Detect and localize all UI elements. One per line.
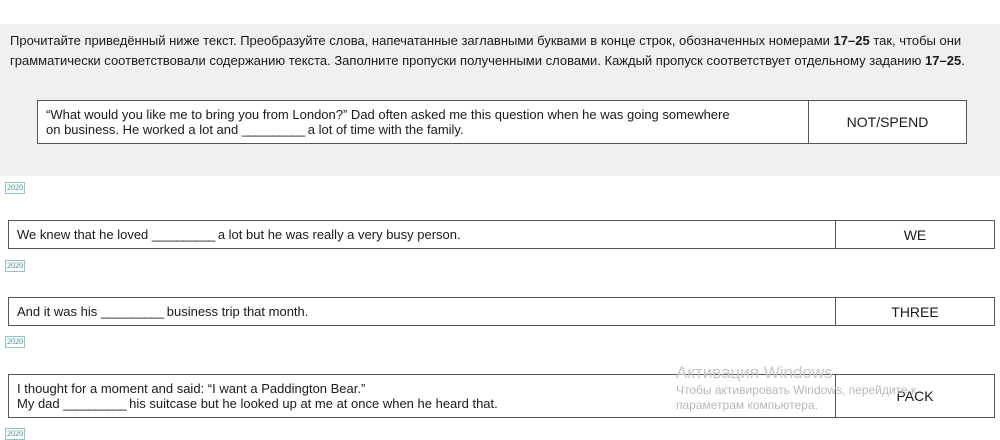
answer-blank[interactable]: __________ bbox=[63, 396, 126, 411]
task-line bbox=[17, 381, 827, 396]
watermark-line: параметрам компьютера. bbox=[676, 398, 818, 412]
task-text-segment: a lot of time with the family. bbox=[304, 122, 464, 137]
task-text-segment: And it was his bbox=[17, 304, 101, 319]
instructions-text bbox=[10, 31, 994, 71]
watermark-title: Активация Windows bbox=[676, 363, 833, 382]
task-keyword-3: THREE bbox=[891, 303, 939, 320]
task-keyword-2: WE bbox=[903, 226, 927, 243]
task-text-segment: his suitcase but he looked up at me at once when he heard that. bbox=[125, 396, 498, 411]
task-text-segment: I thought for a moment and said: “I want a Paddington Bear.” bbox=[17, 381, 366, 396]
answer-blank[interactable]: __________ bbox=[151, 227, 215, 242]
year-badge[interactable]: 2020 bbox=[7, 261, 23, 270]
task-row-1 bbox=[37, 100, 967, 144]
instructions-part-1: Прочитайте приведённый ниже текст. Преобразуйте слова, напечатанные заглавными буквами в конце строк, обозначенных номерами bbox=[10, 33, 834, 48]
task-keyword-4: PACK bbox=[896, 388, 934, 404]
task-row-2 bbox=[8, 220, 995, 249]
task-sentence-1 bbox=[38, 101, 809, 143]
task-row-3 bbox=[8, 297, 995, 326]
instructions-range-2: 17–25 bbox=[925, 53, 962, 68]
task-sentence-2 bbox=[9, 221, 836, 248]
task-text-segment: “What would you like me to bring you from London?” Dad often asked me this question when he was going somewhere bbox=[46, 107, 730, 122]
task-line bbox=[17, 227, 827, 242]
answer-blank[interactable]: __________ bbox=[241, 122, 305, 137]
answer-blank[interactable]: __________ bbox=[100, 304, 164, 319]
task-line bbox=[46, 122, 800, 137]
task-line bbox=[46, 107, 800, 122]
task-sentence-3 bbox=[9, 298, 836, 325]
task-text-segment: on business. He worked a lot and bbox=[46, 122, 242, 137]
task-text-segment: a lot but he was really a very busy person. bbox=[214, 227, 461, 242]
task-text-segment: My dad bbox=[17, 396, 64, 411]
instructions-part-2: так, чтобы они грамматически соответствовали содержанию текста. Заполните пропуски полученными словами. Каждый пропуск соответствует отдельному заданию bbox=[10, 33, 962, 68]
task-row-4 bbox=[8, 374, 995, 418]
task-text-segment: We knew that he loved bbox=[17, 227, 152, 242]
task-keyword-1: NOT/SPEND bbox=[846, 114, 929, 130]
task-line bbox=[17, 304, 827, 319]
instructions-range-1: 17–25 bbox=[833, 33, 870, 48]
watermark-line: Чтобы активировать Windows, перейдите к bbox=[676, 383, 917, 397]
year-badge[interactable]: 2020 bbox=[7, 183, 23, 192]
task-sentence-4 bbox=[9, 375, 836, 417]
task-text-segment: business trip that month. bbox=[163, 304, 309, 319]
year-badge[interactable]: 2020 bbox=[7, 429, 23, 438]
task-line bbox=[17, 396, 827, 411]
year-badge[interactable]: 2020 bbox=[7, 337, 23, 346]
instructions-part-3: . bbox=[961, 53, 965, 68]
